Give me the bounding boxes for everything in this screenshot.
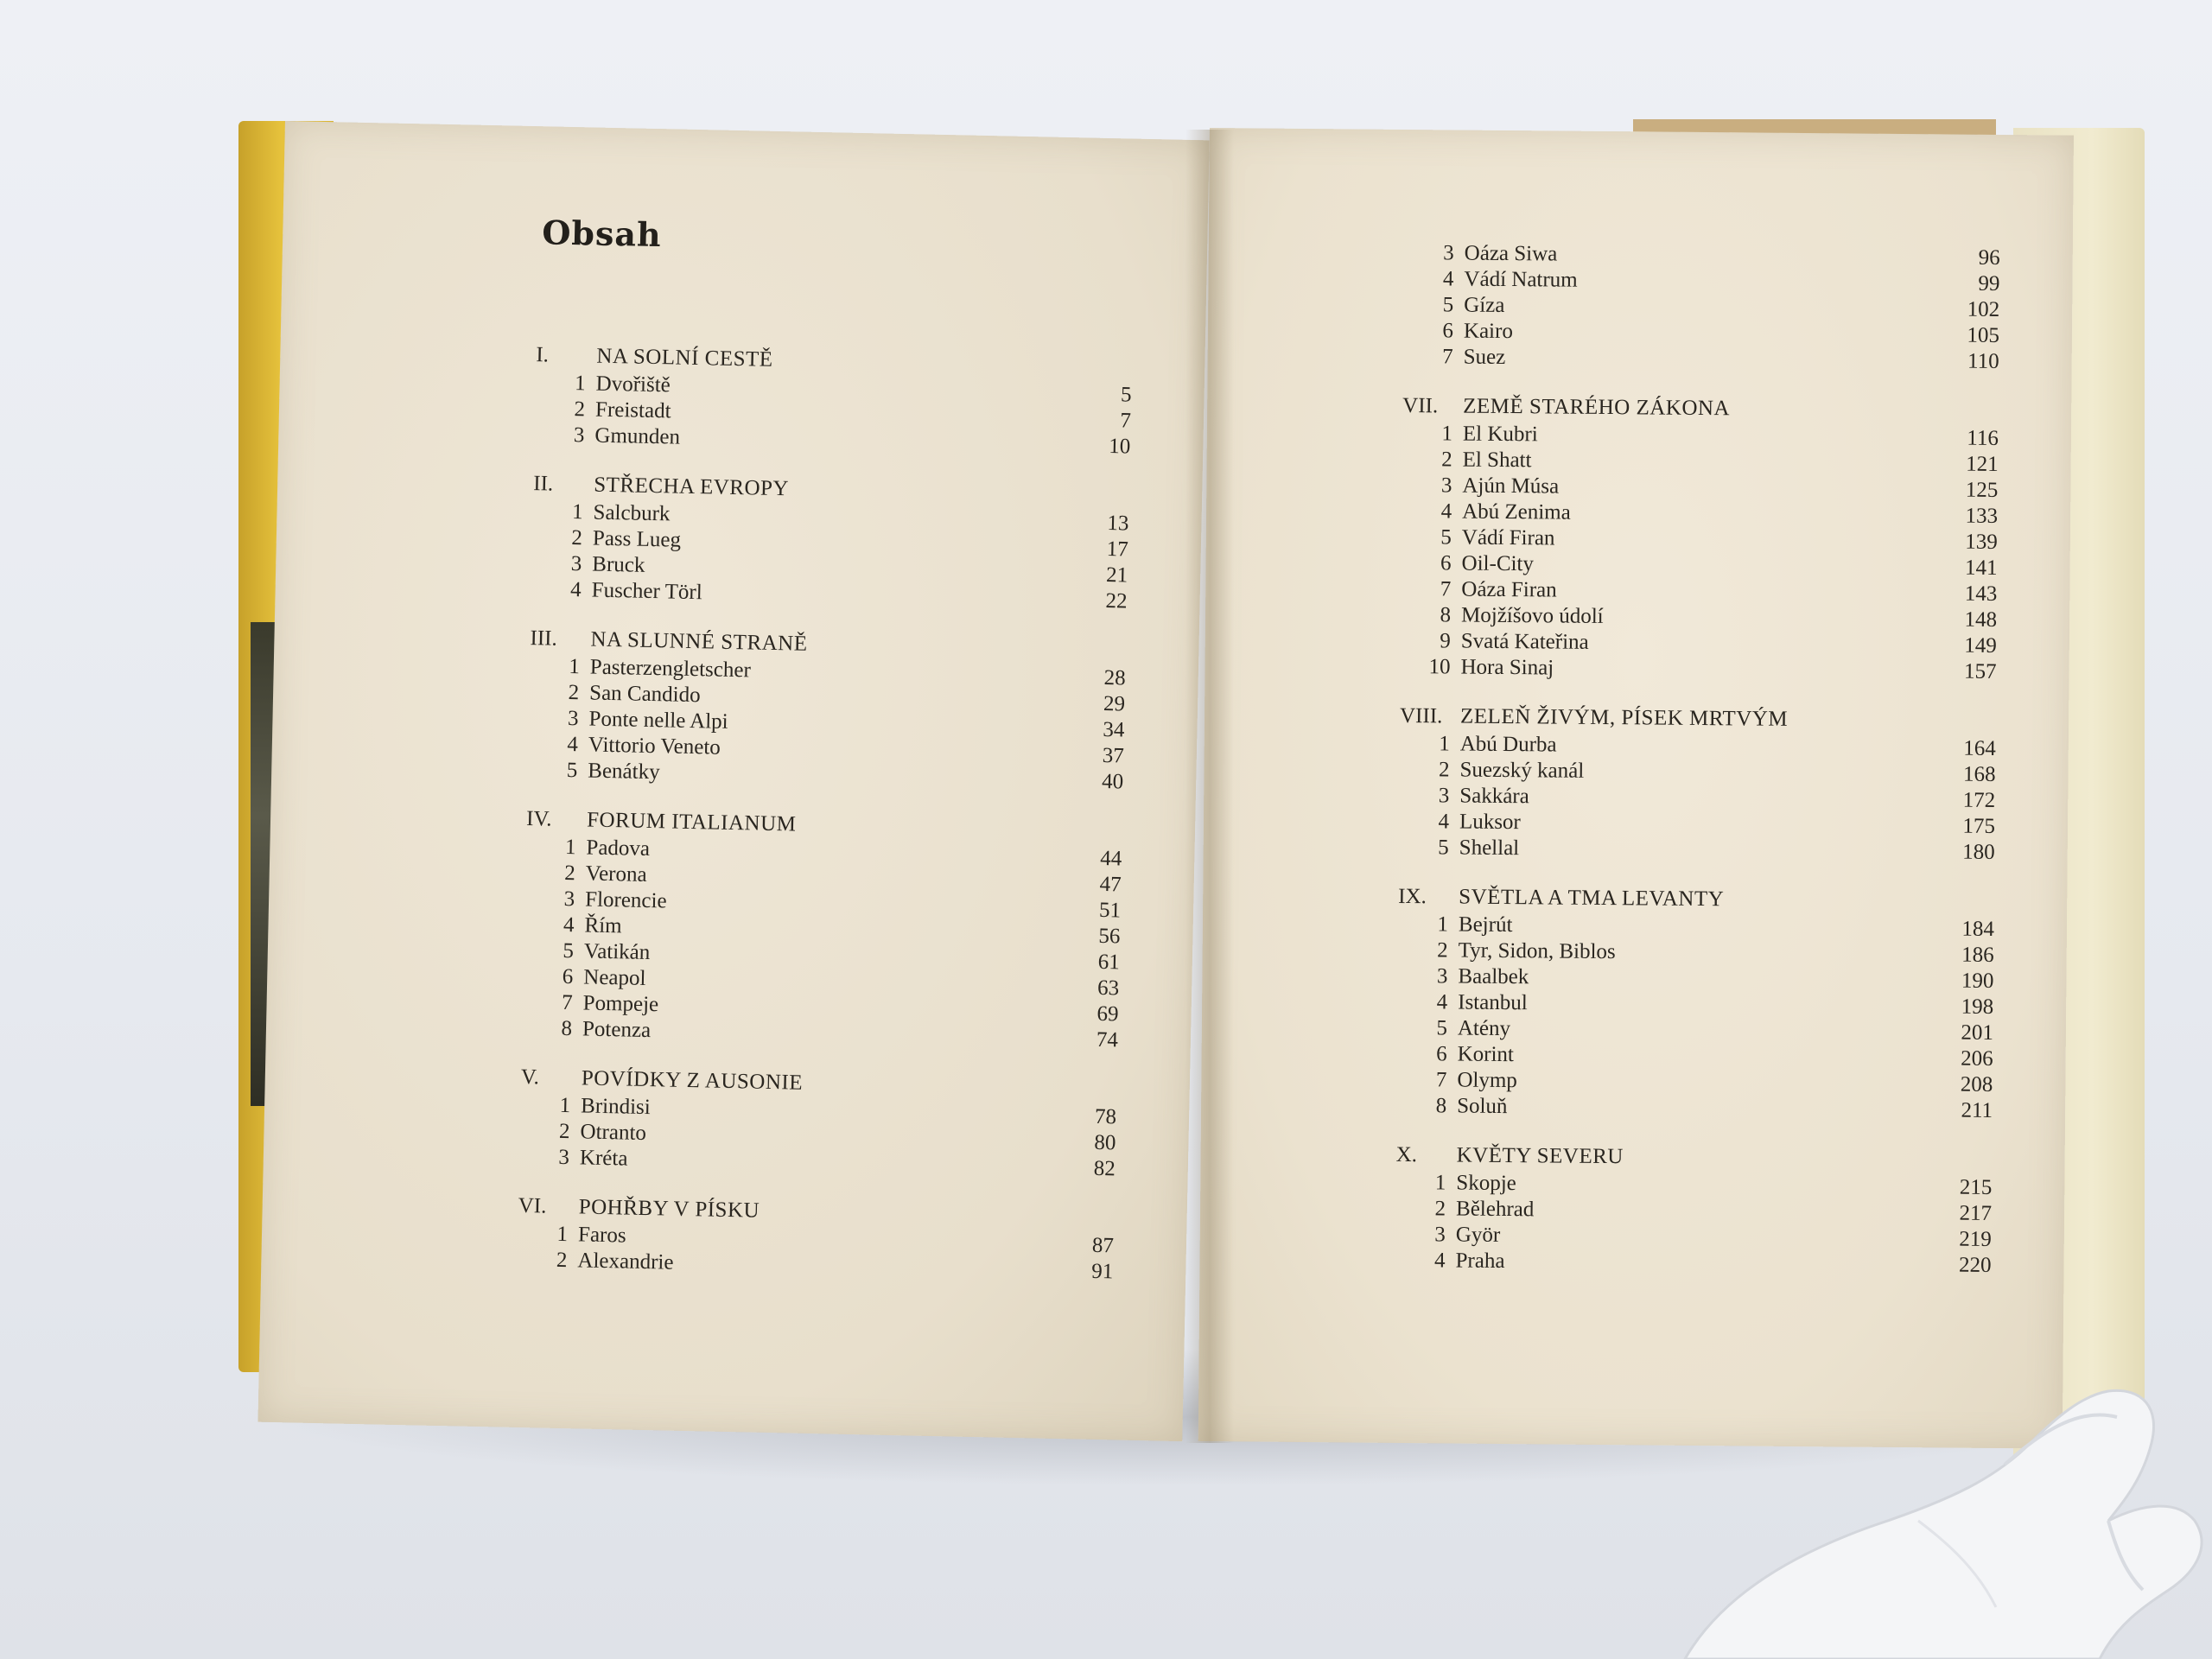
chapter-number: 1 [571,500,583,524]
section-title: KVĚTY SEVERU [1456,1143,1624,1169]
chapter-title: Atény [1457,1016,1511,1041]
chapter-page-number: 121 [1966,452,1999,476]
chapter-title: Neapol [583,965,646,990]
chapter-number: 1 [574,372,586,396]
chapter-title: Vittorio Veneto [588,733,721,760]
chapter-number: 7 [561,990,573,1015]
chapter-title: Ajún Músa [1462,474,1560,499]
chapter-title: Abú Zenima [1462,499,1571,524]
chapter-title: Potenza [582,1017,652,1043]
chapter-title: Mojžíšovo údolí [1460,603,1604,628]
chapter-number: 4 [1433,1249,1446,1273]
section-number: IV. [525,807,552,831]
chapter-title: Brindisi [580,1094,652,1120]
chapter-page-number: 61 [1097,950,1121,975]
chapter-title: Tyr, Sidon, Biblos [1458,938,1616,964]
chapter-number: 2 [564,861,576,886]
chapter-number: 2 [558,1119,570,1144]
chapter-page-number: 63 [1096,976,1120,1001]
chapter-page-number: 215 [1959,1175,1993,1199]
chapter-page-number: 5 [1120,383,1132,407]
chapter-title: Suezský kanál [1459,758,1585,783]
chapter-page-number: 148 [1964,607,1998,632]
chapter-entry [1403,344,1999,375]
section-number: II. [532,472,554,496]
section-title: NA SOLNÍ CESTĚ [596,344,773,372]
chapter-entry [1400,654,1996,685]
chapter-page-number: 110 [1967,349,1999,373]
chapter-title: Shellal [1459,836,1520,861]
chapter-number: 3 [563,887,575,912]
section-number: VIII. [1399,703,1443,728]
chapter-number: 5 [1436,1016,1448,1040]
chapter-page-number: 80 [1094,1130,1116,1155]
page-title: Obsah [541,213,663,255]
chapter-number: 5 [1438,836,1449,860]
chapter-title: Hora Sinaj [1460,655,1554,680]
chapter-number: 5 [563,938,575,963]
chapter-title: Bruck [592,552,645,577]
chapter-page-number: 198 [1961,995,1994,1019]
chapter-title: Oáza Firan [1461,577,1557,602]
chapter-page-number: 56 [1098,924,1121,949]
chapter-title: San Candido [588,681,701,708]
chapter-title: Sakkára [1459,784,1529,809]
chapter-page-number: 125 [1965,478,1999,502]
toc-left-column [517,340,1133,1306]
chapter-page-number: 7 [1120,409,1132,433]
chapter-number: 3 [1443,241,1454,265]
chapter-number: 4 [1438,810,1450,834]
toc-section [531,469,1129,614]
chapter-page-number: 47 [1099,872,1122,897]
chapter-title: Svatá Kateřina [1460,629,1589,654]
chapter-number: 5 [1440,525,1452,550]
chapter-number: 1 [556,1222,569,1247]
chapter-page-number: 28 [1103,665,1126,690]
chapter-number: 2 [1437,938,1448,963]
chapter-page-number: 29 [1103,691,1126,716]
chapter-title: Suez [1463,345,1506,369]
chapter-page-number: 141 [1964,556,1998,580]
chapter-title: Praha [1455,1249,1505,1274]
toc-section [527,624,1127,795]
chapter-title: Luksor [1459,810,1521,835]
chapter-page-number: 99 [1978,271,2000,296]
chapter-number: 1 [1439,732,1450,756]
toc-section [1395,1141,1992,1279]
chapter-page-number: 105 [1967,323,2000,347]
chapter-page-number: 206 [1961,1046,1993,1071]
chapter-page-number: 172 [1962,788,1996,812]
toc-section [1396,882,1994,1124]
toc-section [522,804,1123,1053]
chapter-page-number: 91 [1091,1259,1114,1284]
chapter-title: Olymp [1457,1068,1517,1093]
chapter-title: Vádí Firan [1461,525,1555,550]
chapter-title: Vatikán [583,939,651,965]
chapter-number: 3 [1440,474,1452,498]
toc-section [519,1063,1117,1182]
chapter-number: 4 [1436,990,1448,1014]
section-number: IX. [1398,884,1427,909]
toc-right-column [1395,240,2000,1300]
chapter-page-number: 190 [1961,969,1994,993]
chapter-page-number: 217 [1959,1201,1993,1225]
chapter-number: 3 [558,1145,570,1170]
chapter-number: 9 [1440,629,1451,653]
chapter-title: Istanbul [1458,990,1528,1015]
section-number: III. [530,626,558,651]
chapter-number: 2 [1441,448,1452,472]
section-number: I. [536,343,550,367]
chapter-number: 4 [563,912,575,938]
book-gutter [1185,130,1234,1443]
section-title: NA SLUNNÉ STRANĚ [590,627,808,656]
section-title: STŘECHA EVROPY [593,473,790,501]
chapter-number: 1 [564,835,576,860]
chapter-page-number: 133 [1965,504,1999,528]
chapter-title: Bejrút [1458,912,1513,938]
chapter-page-number: 208 [1960,1072,1993,1096]
chapter-page-number: 157 [1963,659,1997,683]
chapter-page-number: 37 [1102,743,1125,768]
chapter-number: 3 [567,707,579,731]
chapter-page-number: 21 [1105,563,1128,588]
chapter-entry [1395,1248,1991,1279]
chapter-number: 3 [570,552,582,576]
chapter-number: 3 [573,423,585,448]
right-page [1198,128,2074,1449]
chapter-number: 8 [561,1016,573,1041]
chapter-page-number: 116 [1967,426,1999,450]
chapter-number: 1 [559,1093,571,1118]
chapter-page-number: 139 [1965,530,1998,554]
chapter-number: 6 [562,964,574,989]
section-number: X. [1395,1142,1418,1167]
section-number: VII. [1402,393,1439,418]
chapter-number: 5 [1442,293,1454,317]
chapter-title: Baalbek [1458,964,1529,989]
chapter-title: Abú Durba [1459,732,1557,757]
chapter-title: Skopje [1456,1171,1516,1196]
toc-section [517,1192,1115,1285]
toc-section [1400,391,1999,685]
chapter-number: 7 [1442,345,1453,369]
chapter-number: 6 [1440,551,1452,575]
chapter-title: El Kubri [1462,422,1538,447]
section-number: VI. [518,1193,547,1218]
left-page [257,121,1209,1441]
chapter-page-number: 102 [1967,297,2000,321]
chapter-number: 6 [1442,319,1454,343]
chapter-title: Dvořiště [595,372,671,397]
toc-section [534,340,1132,460]
chapter-number: 4 [567,732,579,757]
chapter-title: Freistadt [594,397,671,423]
chapter-page-number: 149 [1964,633,1997,658]
chapter-page-number: 219 [1959,1227,1992,1251]
chapter-number: 3 [1438,784,1450,808]
chapter-number: 2 [568,681,580,705]
chapter-number: 2 [571,526,583,550]
section-title: ZELEŇ ŽIVÝM, PÍSEK MRTVÝM [1459,704,1789,731]
chapter-title: Padova [586,836,651,861]
chapter-page-number: 201 [1961,1020,1994,1045]
section-title: POVÍDKY Z AUSONIE [581,1066,804,1095]
chapter-title: Oáza Siwa [1464,241,1558,266]
chapter-number: 10 [1428,655,1451,679]
chapter-page-number: 40 [1101,769,1124,794]
chapter-entry [1399,835,1995,866]
chapter-number: 1 [1437,912,1449,937]
section-number: V. [520,1065,540,1090]
chapter-number: 3 [1436,964,1448,988]
chapter-title: Pass Lueg [592,526,682,552]
chapter-page-number: 22 [1105,589,1128,613]
chapter-title: Faros [577,1223,626,1248]
chapter-page-number: 34 [1103,717,1125,742]
chapter-title: Fuscher Törl [591,578,702,605]
toc-section-continued [1403,240,2000,375]
chapter-title: Otranto [580,1120,647,1146]
chapter-number: 2 [556,1248,568,1273]
chapter-page-number: 82 [1093,1156,1116,1181]
chapter-page-number: 180 [1962,840,1995,864]
chapter-number: 4 [569,578,582,602]
toc-section [1399,702,1997,866]
chapter-number: 3 [1434,1223,1446,1247]
chapter-page-number: 78 [1094,1104,1117,1129]
section-title: SVĚTLA A TMA LEVANTY [1459,885,1725,912]
chapter-number: 4 [1440,499,1452,524]
chapter-number: 7 [1440,577,1452,601]
chapter-title: Ponte nelle Alpi [588,707,728,734]
chapter-title: Řím [584,913,622,938]
chapter-title: Vádí Natrum [1464,267,1578,292]
chapter-number: 2 [1438,758,1450,782]
chapter-number: 7 [1435,1068,1447,1092]
chapter-title: Oil-City [1461,551,1535,576]
chapter-page-number: 44 [1100,846,1122,871]
chapter-page-number: 184 [1961,917,1995,941]
chapter-page-number: 10 [1109,435,1131,459]
chapter-page-number: 175 [1962,814,1996,838]
chapter-number: 2 [1434,1197,1446,1221]
chapter-entry [1396,1093,1993,1124]
chapter-page-number: 143 [1964,582,1998,606]
chapter-title: Bělehrad [1455,1197,1535,1222]
chapter-page-number: 220 [1958,1253,1992,1277]
chapter-title: Alexandrie [577,1249,674,1274]
chapter-title: Gmunden [594,423,681,449]
chapter-number: 4 [1442,267,1454,291]
white-glove-hand [1590,1313,2212,1659]
chapter-page-number: 186 [1961,943,1994,967]
chapter-page-number: 211 [1961,1098,1993,1122]
chapter-title: Salcburk [593,500,671,526]
chapter-number: 5 [566,758,578,783]
chapter-page-number: 87 [1091,1233,1115,1258]
chapter-title: Korint [1457,1042,1515,1067]
section-title: POHŘBY V PÍSKU [578,1195,760,1223]
chapter-title: Györ [1455,1223,1501,1247]
chapter-title: Pompeje [582,991,659,1017]
chapter-number: 8 [1435,1094,1447,1118]
chapter-page-number: 69 [1096,1001,1119,1027]
chapter-title: Pasterzengletscher [589,655,752,683]
chapter-page-number: 164 [1963,736,1996,760]
chapter-title: Benátky [588,759,660,785]
chapter-page-number: 168 [1962,762,1996,786]
chapter-title: Kréta [579,1146,628,1171]
chapter-title: Kairo [1463,319,1513,344]
chapter-page-number: 96 [1978,245,2000,270]
chapter-title: Verona [585,861,647,887]
section-title: ZEMĚ STARÉHO ZÁKONA [1463,394,1731,421]
chapter-title: El Shatt [1462,448,1532,473]
chapter-number: 8 [1440,603,1452,627]
chapter-page-number: 13 [1107,512,1129,536]
chapter-number: 6 [1436,1042,1447,1066]
chapter-title: Florencie [584,887,667,913]
chapter-title: Soluň [1457,1094,1508,1119]
chapter-number: 2 [574,397,586,422]
chapter-number: 1 [1441,422,1453,446]
chapter-page-number: 51 [1098,898,1122,923]
chapter-title: Gíza [1464,293,1505,317]
chapter-page-number: 17 [1106,537,1129,562]
chapter-number: 1 [569,655,581,679]
chapter-number: 1 [1434,1171,1446,1195]
section-title: FORUM ITALIANUM [586,808,797,836]
chapter-page-number: 74 [1096,1027,1119,1052]
